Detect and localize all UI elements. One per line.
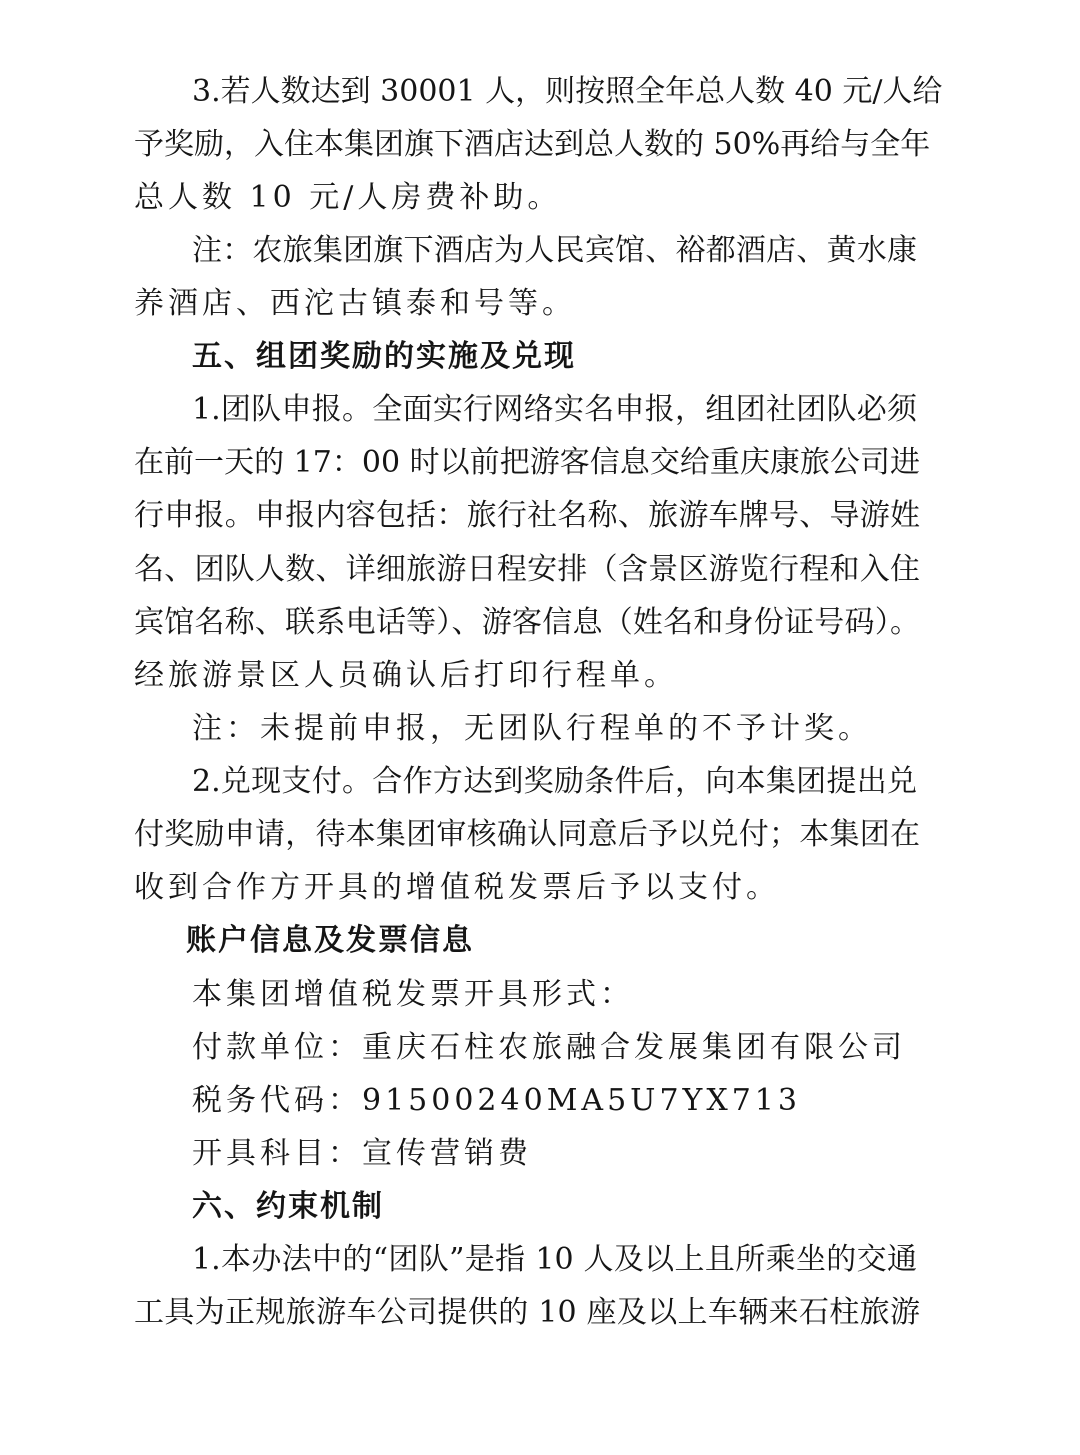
paragraph-line: 名、团队人数、详细旅游日程安排（含景区游览行程和入住 [134, 552, 920, 587]
paragraph-line: 总人数 10 元/人房费补助。 [134, 180, 562, 215]
paragraph-line: 3.若人数达到 30001 人，则按照全年总人数 40 元/人给 [192, 74, 943, 109]
paragraph-line: 1.本办法中的“团队”是指 10 人及以上且所乘坐的交通 [192, 1242, 917, 1277]
invoice-line: 开具科目：宣传营销费 [192, 1136, 532, 1171]
paragraph-line: 收到合作方开具的增值税发票后予以支付。 [134, 870, 780, 905]
invoice-line: 付款单位：重庆石柱农旅融合发展集团有限公司 [192, 1030, 906, 1065]
note-line: 养酒店、西沱古镇泰和号等。 [134, 286, 576, 321]
invoice-line: 本集团增值税发票开具形式： [192, 977, 634, 1012]
paragraph-line: 经旅游景区人员确认后打印行程单。 [134, 658, 678, 693]
section-heading: 账户信息及发票信息 [186, 923, 474, 958]
paragraph-line: 2.兑现支付。合作方达到奖励条件后，向本集团提出兑 [192, 764, 917, 799]
paragraph-line: 工具为正规旅游车公司提供的 10 座及以上车辆来石柱旅游 [134, 1295, 920, 1330]
paragraph-line: 在前一天的 17：00 时以前把游客信息交给重庆康旅公司进 [134, 445, 920, 480]
paragraph-line: 行申报。申报内容包括：旅行社名称、旅游车牌号、导游姓 [134, 498, 920, 533]
invoice-line: 税务代码：91500240MA5U7YX713 [192, 1083, 801, 1118]
note-line: 注：农旅集团旗下酒店为人民宾馆、裕都酒店、黄水康 [192, 233, 917, 268]
note-line: 注：未提前申报，无团队行程单的不予计奖。 [192, 711, 872, 746]
paragraph-line: 1.团队申报。全面实行网络实名申报，组团社团队必须 [192, 392, 917, 427]
paragraph-line: 付奖励申请，待本集团审核确认同意后予以兑付；本集团在 [134, 817, 920, 852]
paragraph-line: 予奖励，入住本集团旗下酒店达到总人数的 50%再给与全年 [134, 127, 931, 162]
section-heading: 六、约束机制 [192, 1189, 384, 1224]
paragraph-line: 宾馆名称、联系电话等）、游客信息（姓名和身份证号码）。 [134, 605, 920, 640]
section-heading: 五、组团奖励的实施及兑现 [192, 339, 576, 374]
